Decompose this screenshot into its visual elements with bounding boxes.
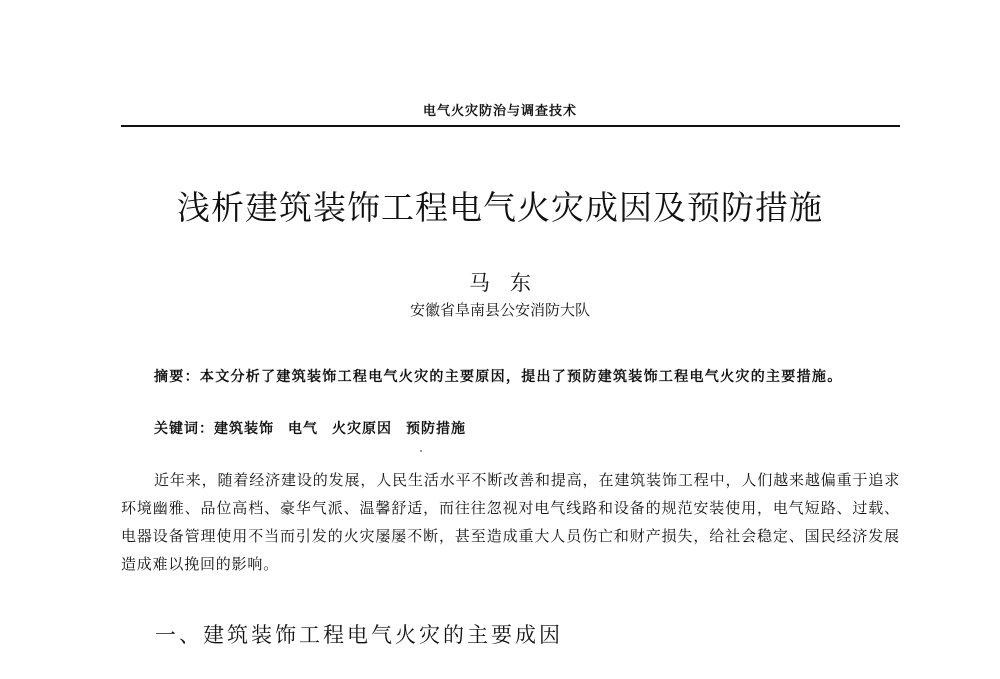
keywords	[154, 418, 480, 438]
article-title: 浅析建筑装饰工程电气火灾成因及预防措施	[177, 188, 823, 227]
running-header: 电气火灾防治与调查技术	[422, 104, 577, 119]
keywords-label: 关键词：	[154, 421, 214, 437]
keyword: 预防措施	[406, 421, 466, 437]
keyword: 火灾原因	[332, 421, 392, 437]
abstract-label: 摘要：	[154, 369, 200, 385]
section-heading: 一、建筑装饰工程电气火灾的主要成因	[155, 623, 563, 647]
scan-speck	[420, 450, 422, 452]
abstract	[121, 364, 898, 391]
keyword: 电气	[288, 421, 318, 437]
header-rule	[121, 125, 900, 127]
keyword: 建筑装饰	[214, 421, 274, 437]
author-name: 马东	[469, 271, 551, 295]
author-affiliation: 安徽省阜南县公安消防大队	[409, 301, 590, 319]
intro-paragraph: 近年来，随着经济建设的发展，人民生活水平不断改善和提高，在建筑装饰工程中，人们越来越偏重于追求环境幽雅、品位高档、豪华气派、温馨舒适，而往往忽视对电气线路和设备的规范安装使用，电气短路、过载、电器设备管理使用不当而引发的火灾屡屡不断，甚至造成重大人员伤亡和财产损失，给社会稳定、国民经济发展造成难以挽回的影响。	[121, 471, 900, 573]
abstract-text: 本文分析了建筑装饰工程电气火灾的主要原因，提出了预防建筑装饰工程电气火灾的主要措施。	[199, 369, 843, 385]
